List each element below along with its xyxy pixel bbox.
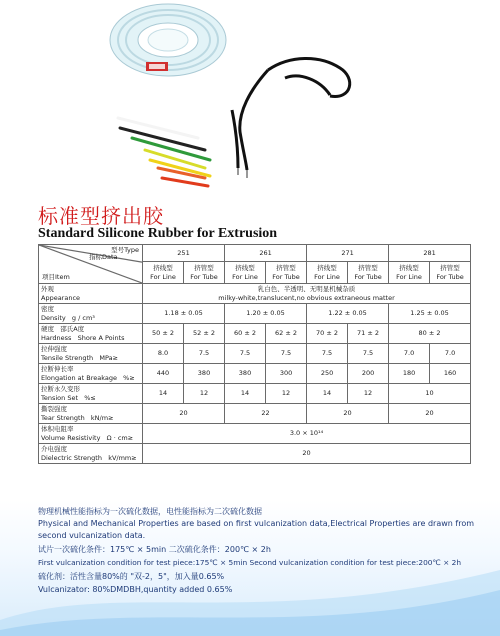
density-271: 1.22 ± 0.05 — [307, 304, 389, 324]
tear-251: 20 — [143, 404, 225, 424]
elongation-value: 200 — [348, 364, 389, 384]
value-appearance: 乳白色、半透明、无明显机械杂质 milky-white,translucent,no obvious extraneous matter — [143, 284, 471, 304]
row-appearance — [39, 284, 471, 304]
note-line: Vulcanizator: 80%DMDBH,quantity added 0.65% — [38, 585, 233, 594]
note-line: 试片一次硫化条件：175℃ × 5min 二次硫化条件：200℃ × 2h — [38, 545, 271, 554]
label-tension-set: 拉断永久变形 Tension Set %≤ — [39, 384, 143, 404]
sub-header-line: 挤线型 For Line — [143, 262, 184, 284]
sub-header-tube: 挤管型 For Tube — [184, 262, 225, 284]
row-tear — [39, 404, 471, 424]
hardness-271-tube: 71 ± 2 — [348, 324, 389, 344]
product-photo — [0, 0, 500, 192]
tensile-value: 8.0 — [143, 344, 184, 364]
elongation-value: 380 — [184, 364, 225, 384]
elongation-value: 440 — [143, 364, 184, 384]
tensile-value: 7.5 — [225, 344, 266, 364]
note-line: 物理机械性能指标为一次硫化数据，电性能指标为二次硫化数据 — [38, 507, 262, 516]
label-elongation: 拉断伸长率 Elongation at Breakage %≥ — [39, 364, 143, 384]
sub-header-tube: 挤管型 For Tube — [430, 262, 471, 284]
hardness-261-tube: 62 ± 2 — [266, 324, 307, 344]
note-line: 硫化剂：活性含量80%的 "双-2，5"，加入量0.65% — [38, 572, 225, 581]
hardness-261-line: 60 ± 2 — [225, 324, 266, 344]
value-volume-resistivity: 3.0 × 10¹⁴ — [143, 424, 471, 444]
row-volume-resistivity — [39, 424, 471, 444]
model-251-header: 251 — [143, 245, 225, 262]
label-hardness: 硬度 邵氏A度 Hardness Shore A Points — [39, 324, 143, 344]
label-tear: 撕裂强度 Tear Strength kN/m≥ — [39, 404, 143, 424]
row-tension-set — [39, 384, 471, 404]
decorative-swoosh — [0, 560, 500, 636]
density-281: 1.25 ± 0.05 — [389, 304, 471, 324]
elongation-value: 250 — [307, 364, 348, 384]
hardness-281: 80 ± 2 — [389, 324, 471, 344]
tear-271: 20 — [307, 404, 389, 424]
model-271-header: 271 — [307, 245, 389, 262]
tensile-value: 7.5 — [348, 344, 389, 364]
label-appearance: 外观 Appearance — [39, 284, 143, 304]
tension-set-value: 12 — [184, 384, 225, 404]
row-density — [39, 304, 471, 324]
corner-type-label: 型号Type — [111, 246, 139, 254]
black-cable-image — [232, 58, 350, 178]
tension-set-value: 14 — [143, 384, 184, 404]
corner-item-label: 项目Item — [42, 273, 70, 281]
hardness-271-line: 70 ± 2 — [307, 324, 348, 344]
row-dielectric — [39, 444, 471, 464]
tensile-value: 7.5 — [307, 344, 348, 364]
tear-281: 20 — [389, 404, 471, 424]
label-volume-resistivity: 体积电阻率 Volume Resistivity Ω · cm≥ — [39, 424, 143, 444]
tension-set-value: 12 — [266, 384, 307, 404]
sub-header-tube: 挤管型 For Tube — [348, 262, 389, 284]
tension-set-value: 14 — [225, 384, 266, 404]
sub-header-tube: 挤管型 For Tube — [266, 262, 307, 284]
density-251: 1.18 ± 0.05 — [143, 304, 225, 324]
elongation-value: 160 — [430, 364, 471, 384]
row-elongation — [39, 364, 471, 384]
tension-set-281: 10 — [389, 384, 471, 404]
header-row-models — [39, 245, 471, 262]
title-english: Standard Silicone Rubber for Extrusion — [38, 226, 278, 241]
tension-set-value: 12 — [348, 384, 389, 404]
tear-261: 22 — [225, 404, 307, 424]
label-density: 密度 Density g / cm³ — [39, 304, 143, 324]
colored-wires-image — [118, 118, 210, 186]
model-281-header: 281 — [389, 245, 471, 262]
title-chinese: 标准型挤出胶 — [38, 204, 164, 228]
hardness-251-tube: 52 ± 2 — [184, 324, 225, 344]
density-261: 1.20 ± 0.05 — [225, 304, 307, 324]
white-tube-coil-image — [110, 4, 226, 76]
row-tensile — [39, 344, 471, 364]
elongation-value: 380 — [225, 364, 266, 384]
sub-header-line: 挤线型 For Line — [307, 262, 348, 284]
sub-header-line: 挤线型 For Line — [389, 262, 430, 284]
elongation-value: 180 — [389, 364, 430, 384]
corner-data-label: 指标Data — [89, 253, 118, 261]
note-line: Physical and Mechanical Properties are based on first vulcanization data,Electrical Properties are drawn from — [38, 519, 475, 528]
elongation-value: 300 — [266, 364, 307, 384]
tensile-value: 7.0 — [389, 344, 430, 364]
header-corner-cell — [39, 245, 143, 284]
tensile-value: 7.0 — [430, 344, 471, 364]
tensile-value: 7.5 — [184, 344, 225, 364]
value-dielectric: 20 — [143, 444, 471, 464]
sub-header-line: 挤线型 For Line — [225, 262, 266, 284]
row-hardness — [39, 324, 471, 344]
label-tensile: 拉伸强度 Tensile Strength MPa≥ — [39, 344, 143, 364]
note-line: second vulcanization data. — [38, 531, 146, 540]
model-261-header: 261 — [225, 245, 307, 262]
hardness-251-line: 50 ± 2 — [143, 324, 184, 344]
spec-table — [38, 244, 471, 464]
label-dielectric: 介电强度 Dielectric Strength kV/mm≥ — [39, 444, 143, 464]
note-line: First vulcanization condition for test piece:175℃ × 5min Second vulcanization condition for test piece:200℃ × 2h — [38, 558, 462, 567]
tensile-value: 7.5 — [266, 344, 307, 364]
tension-set-value: 14 — [307, 384, 348, 404]
